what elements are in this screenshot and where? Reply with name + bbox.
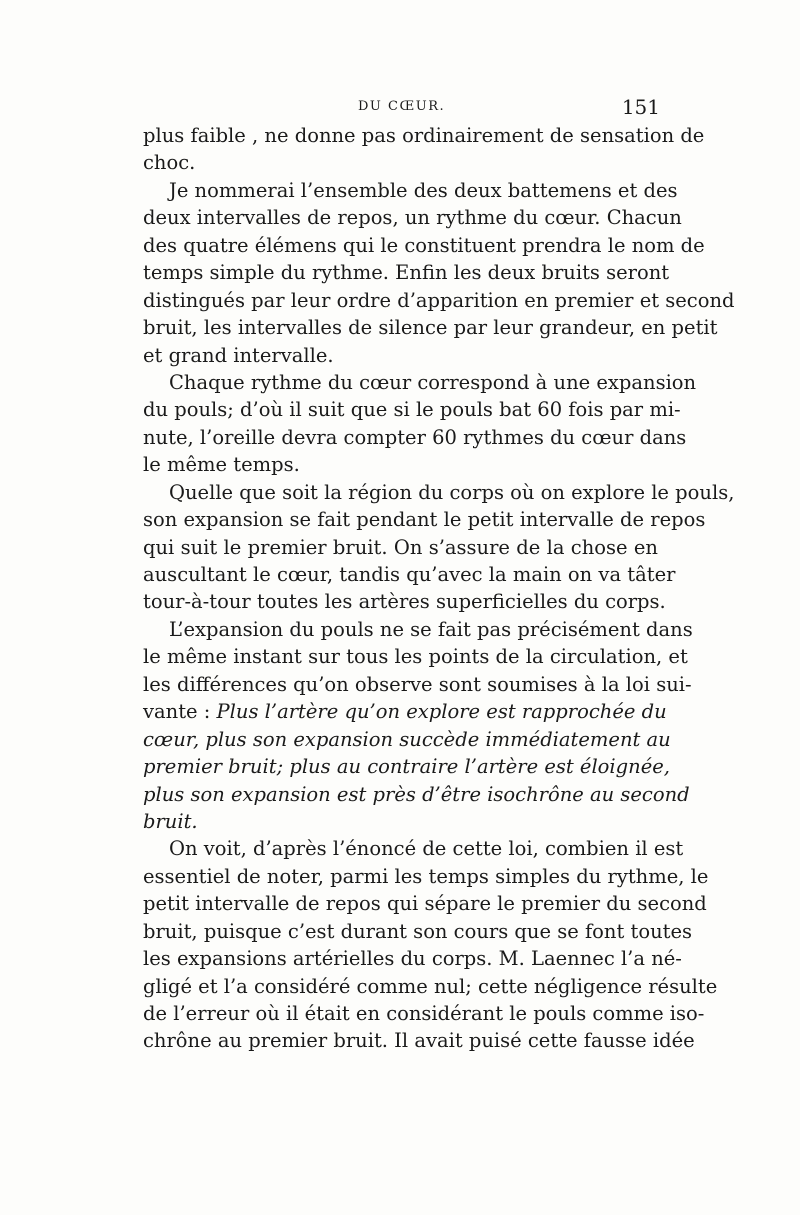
text-line-content: L’expansion du pouls ne se fait pas précisément dans <box>169 617 693 641</box>
text-line <box>143 918 693 945</box>
text-line-content: gligé et l’a considéré comme nul; cette négligence résulte <box>143 974 718 998</box>
text-line <box>143 177 678 204</box>
text-line <box>143 451 658 478</box>
text-line-content: plus son expansion est près d’être isochrône au second <box>143 782 690 806</box>
text-line-content: tour-à-tour toutes les artères superficielles du corps. <box>143 590 666 614</box>
text-line <box>143 698 667 725</box>
text-line <box>143 945 682 972</box>
text-line <box>143 232 705 259</box>
text-line <box>143 808 658 835</box>
text-line <box>143 781 690 808</box>
page-number: 151 <box>621 95 660 119</box>
text-line <box>143 506 706 533</box>
text-line-content: Quelle que soit la région du corps où on explore le pouls, <box>169 480 735 504</box>
text-line-content: et grand intervalle. <box>143 343 334 367</box>
text-line-content: le même instant sur tous les points de la circulation, et <box>143 645 688 669</box>
text-line <box>143 643 688 670</box>
text-line <box>143 369 697 396</box>
text-line-content: qui suit le premier bruit. On s’assure de la chose en <box>143 535 658 559</box>
text-line-italic: Plus l’artère qu’on explore est rapprochée du <box>216 700 667 724</box>
text-line <box>143 342 658 369</box>
text-line-content: du pouls; d’où il suit que si le pouls bat 60 fois par mi- <box>143 398 681 422</box>
text-line-content: des quatre élémens qui le constituent prendra le nom de <box>143 233 705 257</box>
text-line <box>143 149 658 176</box>
text-line-content: auscultant le cœur, tandis qu’avec la main on va tâter <box>143 563 676 586</box>
text-line <box>143 424 687 451</box>
text-line-content: chrône au premier bruit. Il avait puisé cette fausse idée <box>143 1029 695 1053</box>
text-line-content: premier bruit; plus au contraire l’artère est éloignée, <box>143 755 670 779</box>
text-line-content: bruit, puisque c’est durant son cours que se font toutes <box>143 919 693 943</box>
text-line-content: son expansion se fait pendant le petit intervalle de repos <box>143 508 706 532</box>
text-line <box>143 616 693 643</box>
text-line <box>143 259 670 286</box>
text-line-content: distingués par leur ordre d’apparition en premier et second <box>143 288 735 312</box>
text-line-content: choc. <box>143 151 196 175</box>
text-line-content: le même temps. <box>143 453 300 477</box>
text-line <box>143 835 684 862</box>
text-line-content: bruit, les intervalles de silence par leur grandeur, en petit <box>143 316 718 340</box>
text-line <box>143 396 681 423</box>
text-line-content: Je nommerai l’ensemble des deux battemens et des <box>169 178 678 202</box>
text-line-content: temps simple du rythme. Enfin les deux bruits seront <box>143 261 670 285</box>
text-line <box>143 890 707 917</box>
text-line <box>143 287 735 314</box>
text-line <box>143 534 658 561</box>
text-line-content: les différences qu’on observe sont soumises à la loi sui- <box>143 672 692 696</box>
text-line <box>143 1027 695 1054</box>
text-line <box>143 973 718 1000</box>
text-line-content: cœur, plus son expansion succède immédiatement au <box>143 727 671 751</box>
text-line <box>143 1000 705 1027</box>
body-text <box>143 122 735 1055</box>
text-line-content: de l’erreur où il était en considérant le pouls comme iso- <box>143 1002 705 1025</box>
text-line-content: deux intervalles de repos, un rythme du cœur. Chacun <box>143 206 682 230</box>
text-line <box>143 314 718 341</box>
text-line-content: Chaque rythme du cœur correspond à une expansion <box>169 370 697 394</box>
text-line-content: petit intervalle de repos qui sépare le premier du second <box>143 892 707 916</box>
text-line <box>143 204 682 231</box>
text-line-content: essentiel de noter, parmi les temps simples du rythme, le <box>143 864 709 888</box>
text-line <box>143 479 735 506</box>
running-title: DU CŒUR. <box>358 99 446 114</box>
text-line <box>143 122 705 149</box>
text-line-content: vante : <box>143 700 217 724</box>
text-line-content: les expansions artérielles du corps. M. Laennec l’a né- <box>143 947 682 971</box>
text-line-content: nute, l’oreille devra compter 60 rythmes du cœur dans <box>143 425 687 449</box>
page-header <box>143 95 658 121</box>
text-line <box>143 753 670 780</box>
text-line <box>143 588 666 615</box>
text-line-content: bruit. <box>143 809 198 833</box>
text-line <box>143 863 709 890</box>
text-line <box>143 726 671 753</box>
text-line <box>143 561 676 588</box>
text-line-content: plus faible , ne donne pas ordinairement de sensation de <box>143 124 705 147</box>
text-line-content: On voit, d’après l’énoncé de cette loi, combien il est <box>169 837 684 861</box>
text-line <box>143 671 692 698</box>
